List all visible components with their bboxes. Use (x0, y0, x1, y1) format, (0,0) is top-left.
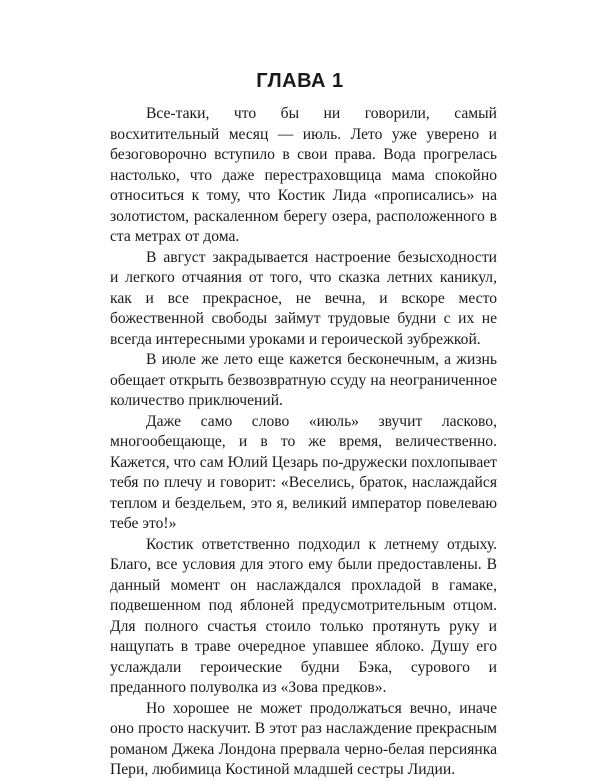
paragraph: Даже само слово «июль» звучит ласково, многообещающе, и в то же время, величественно. Кажется, что сам Юлий Цезарь по-дружески похлопывает тебя по плечу и говорит: «Веселись, браток, наслаждайся теплом и бездельем, это я, великий император повелеваю тебе это!» (110, 412, 497, 532)
paragraph: Все-таки, что бы ни говорили, самый восхитительный месяц — июль. Лето уже уверено и безоговорочно вступило в свои права. Вода прогрелась настолько, что даже перестраховщица мама спокойно относиться к тому, что Костик Лида «прописались» на золотистом, раскаленном берегу озера, расположенного в ста метрах от дома. (110, 105, 497, 245)
paragraph: В июле же лето еще кажется бесконечным, а жизнь обещает открыть безвозвратную ссуду на неограниченное количество приключений. (110, 351, 497, 409)
paragraph: В август закрадывается настроение безысходности и легкого отчаяния от того, что сказка летних каникул, как и все прекрасное, не вечна, и вскоре место божественной свободы займут трудовые будни с их не всегда интересными уроками и героической зубрежкой. (110, 248, 497, 348)
paragraph: Костик ответственно подходил к летнему отдыху. Благо, все условия для этого ему были предоставлены. В данный момент он наслаждался прохладой в гамаке, подвешенном под яблоней предусмотрительным отцом. Для полного счастья стоило только протянуть руку и нащупать в траве очередное упавшее яблоко. Душу его услаждали героические будни Бэка, сурового и преданного полуволка из «Зова предков». (110, 535, 497, 696)
chapter-body (110, 104, 497, 781)
paragraph: Но хорошее не может продолжаться вечно, иначе оно просто наскучит. В этот раз наслаждение прекрасным романом Джека Лондона прервала черно-белая персиянка Пери, любимица Костиной младшей сестры Лидии. (110, 699, 497, 778)
chapter-title: ГЛАВА 1 (256, 70, 344, 92)
